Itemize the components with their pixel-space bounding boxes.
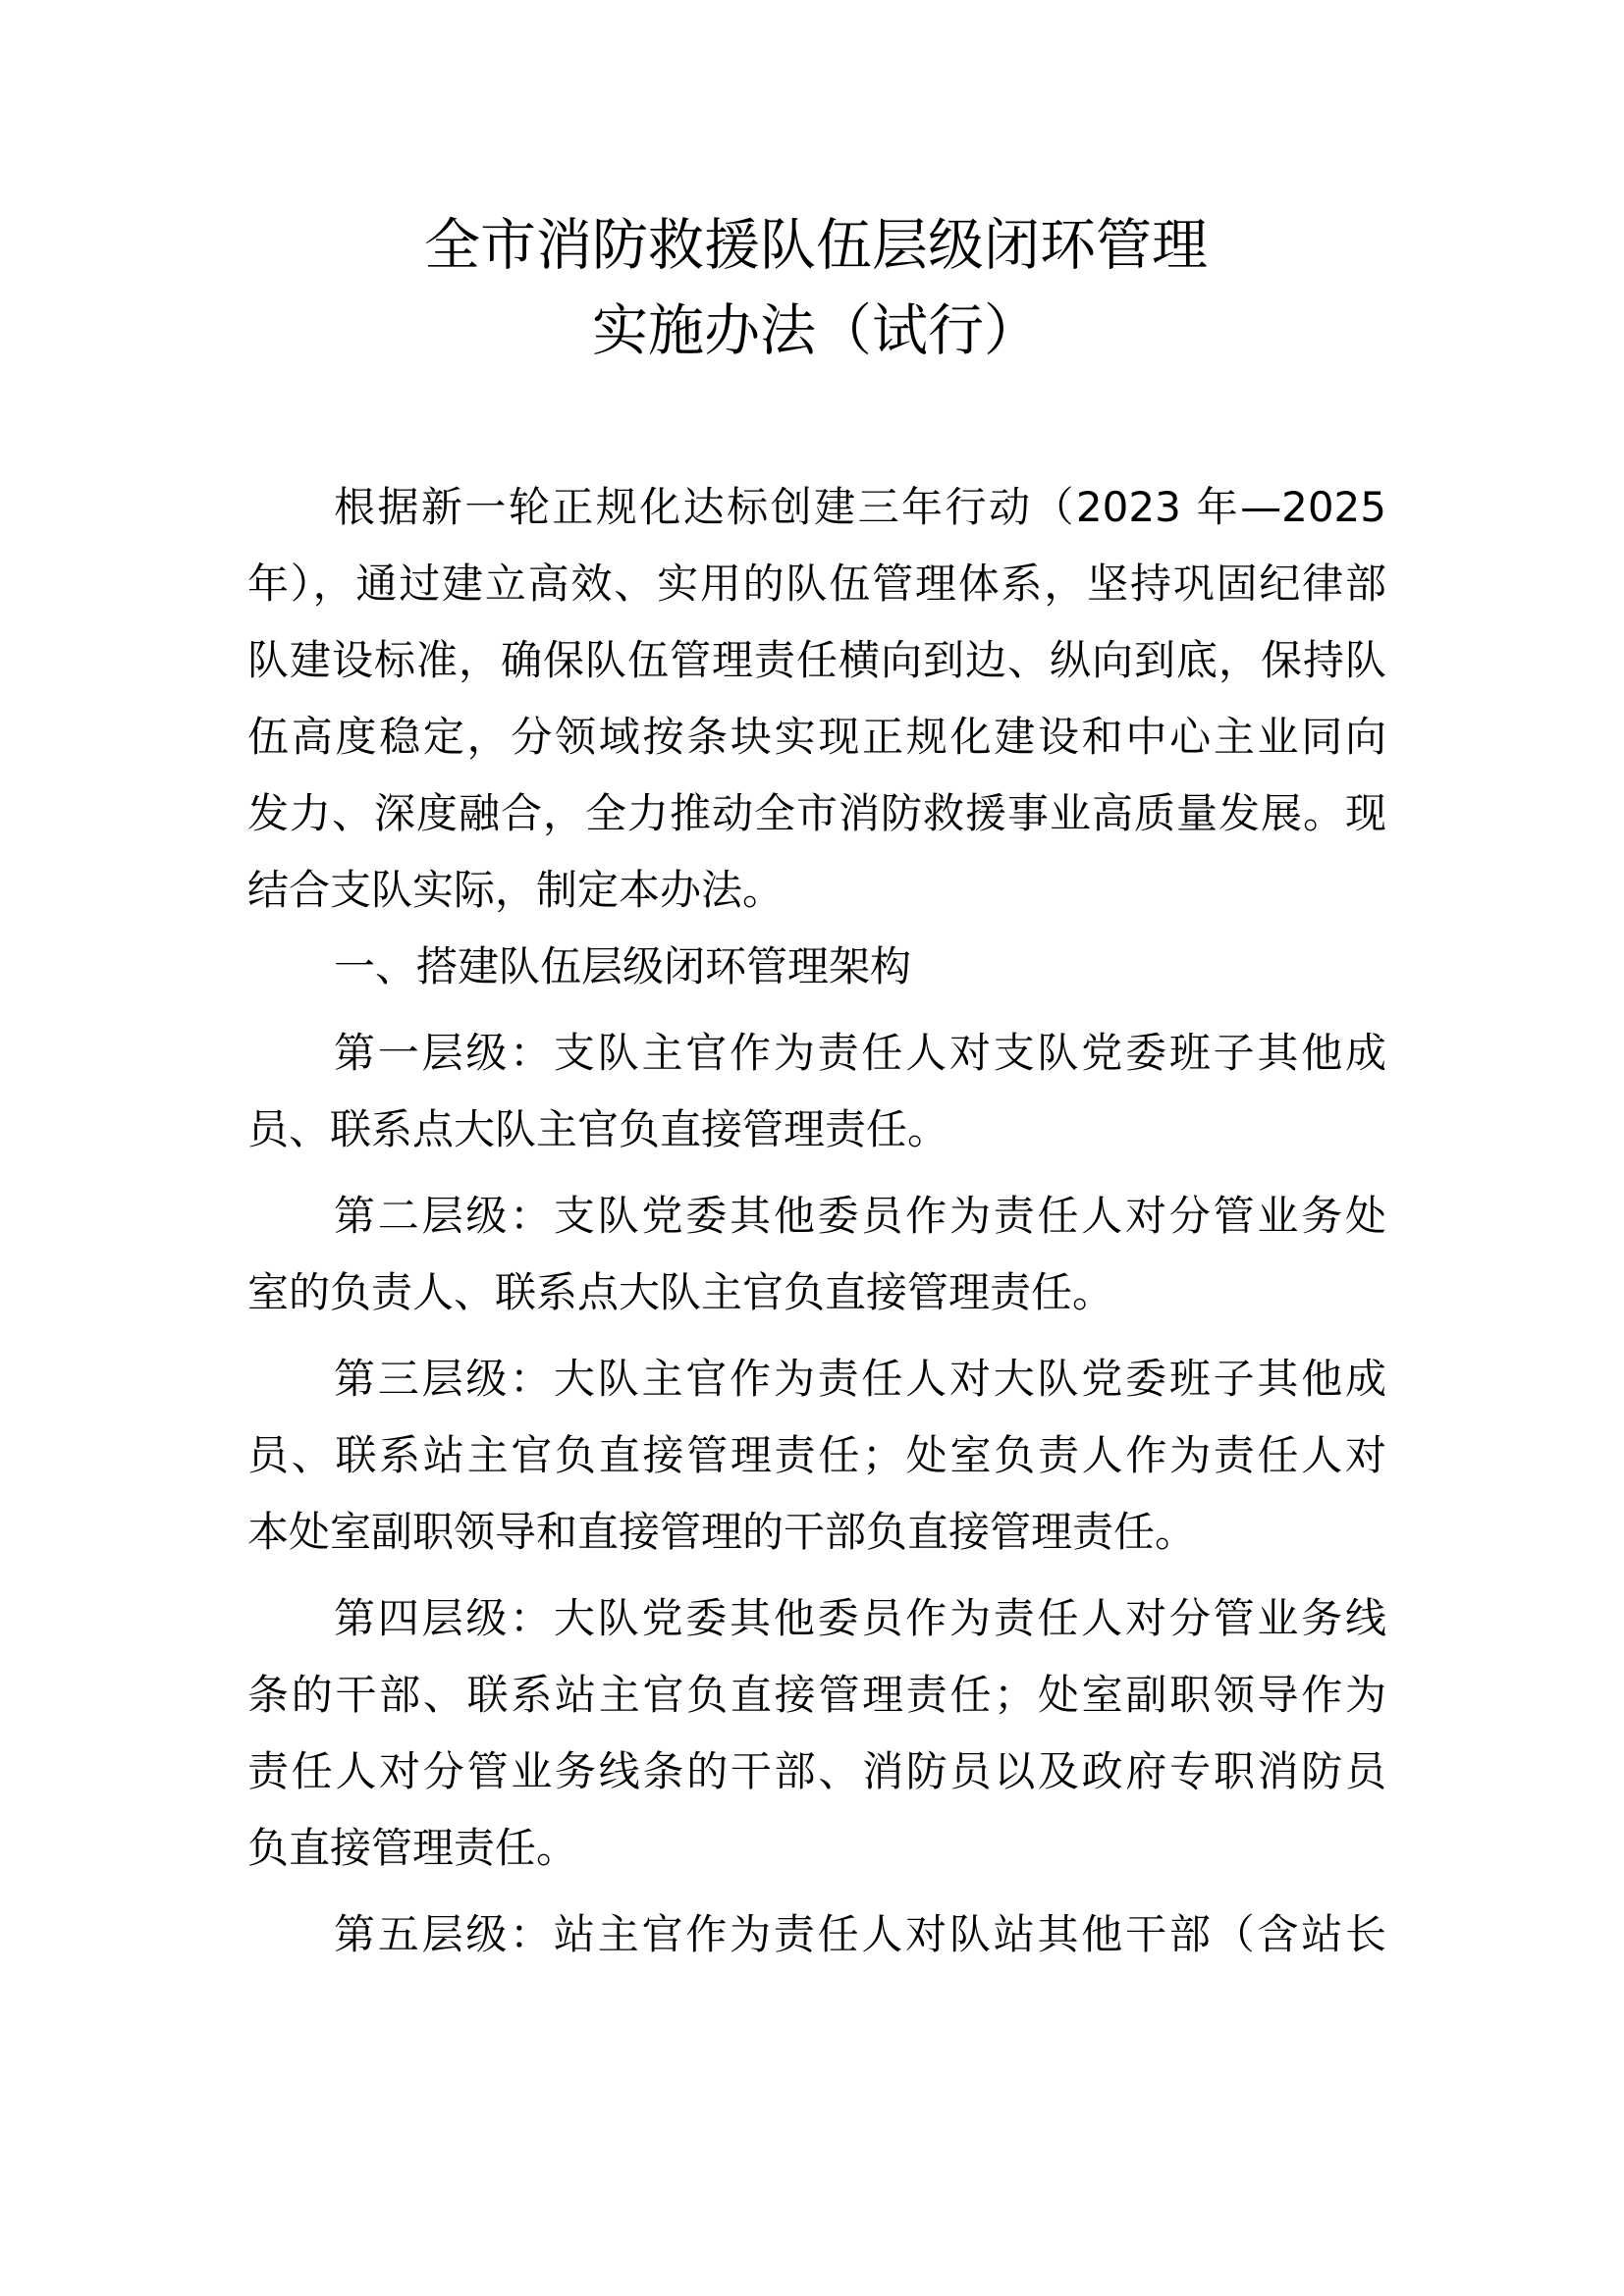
paragraph-line: 年），通过建立高效、实用的队伍管理体系，坚持巩固纪律部 bbox=[247, 560, 1386, 608]
paragraph-line: 条的干部、联系站主官负直接管理责任；处室副职领导作为 bbox=[247, 1671, 1386, 1719]
paragraph bbox=[247, 1341, 1386, 1571]
paragraph-line: 员、联系站主官负直接管理责任；处室负责人作为责任人对 bbox=[247, 1431, 1386, 1479]
paragraph-line: 员、联系点大队主官负直接管理责任。 bbox=[247, 1105, 949, 1153]
paragraph-line: 第二层级：支队党委其他委员作为责任人对分管业务处 bbox=[334, 1192, 1386, 1240]
paragraph-line: 队建设标准，确保队伍管理责任横向到边、纵向到底，保持队 bbox=[247, 636, 1386, 684]
paragraph bbox=[247, 1896, 1386, 1973]
document-title-line-2: 实施办法（试行） bbox=[592, 298, 1040, 363]
paragraph bbox=[247, 1580, 1386, 1887]
paragraph-line: 结合支队实际，制定本办法。 bbox=[247, 866, 785, 914]
paragraph-line: 根据新一轮正规化达标创建三年行动（2023 年—2025 bbox=[334, 483, 1386, 531]
paragraph bbox=[247, 1015, 1386, 1168]
paragraph-line: 本处室副职领导和直接管理的干部负直接管理责任。 bbox=[247, 1508, 1197, 1556]
document-title-line-1: 全市消防救援队伍层级闭环管理 bbox=[424, 213, 1208, 278]
paragraph-line: 第一层级：支队主官作为责任人对支队党委班子其他成 bbox=[334, 1029, 1386, 1077]
paragraph-line: 第四层级：大队党委其他委员作为责任人对分管业务线 bbox=[334, 1594, 1386, 1642]
paragraph-line: 一、搭建队伍层级闭环管理架构 bbox=[334, 942, 912, 990]
paragraph bbox=[247, 929, 1386, 1005]
document-body bbox=[247, 469, 1386, 1973]
paragraph-line: 室的负责人、联系点大队主官负直接管理责任。 bbox=[247, 1268, 1114, 1316]
paragraph-line: 发力、深度融合，全力推动全市消防救援事业高质量发展。现 bbox=[247, 789, 1386, 837]
paragraph-line: 第三层级：大队主官作为责任人对大队党委班子其他成 bbox=[334, 1355, 1386, 1403]
paragraph-line: 负直接管理责任。 bbox=[247, 1824, 578, 1872]
paragraph bbox=[247, 1178, 1386, 1331]
paragraph-line: 责任人对分管业务线条的干部、消防员以及政府专职消防员 bbox=[247, 1747, 1386, 1795]
paragraph-line: 伍高度稳定，分领域按条块实现正规化建设和中心主业同向 bbox=[247, 713, 1386, 761]
paragraph-line: 第五层级：站主官作为责任人对队站其他干部（含站长 bbox=[334, 1910, 1386, 1958]
paragraph bbox=[247, 469, 1386, 929]
